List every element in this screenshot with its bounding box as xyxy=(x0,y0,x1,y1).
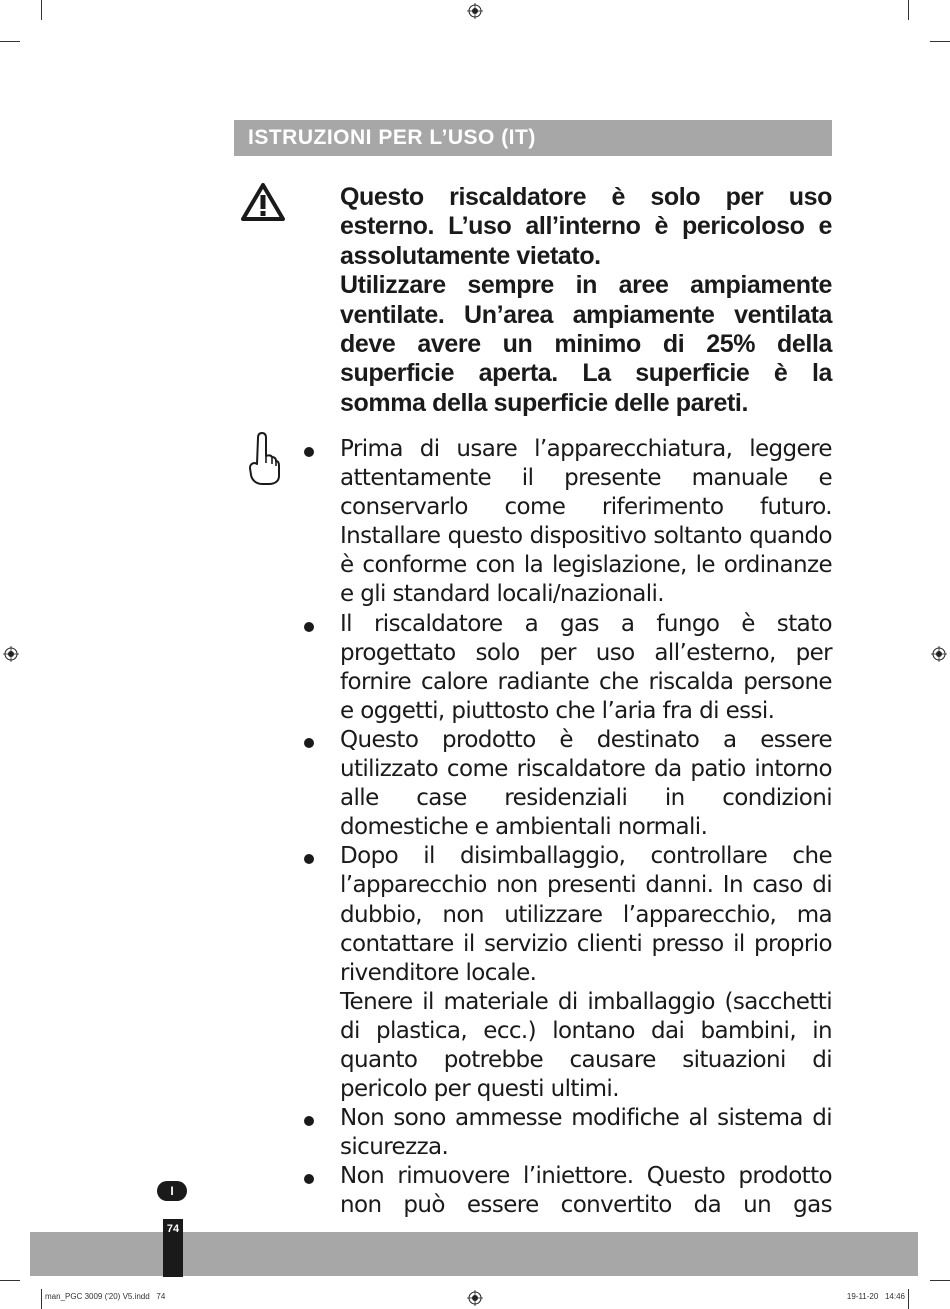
list-item-text: Prima di usare l’apparecchiatura, leggere attentamente il presente manuale e conservarlo come riferimento futuro. Installare questo dispositivo soltanto quando è conforme con la legislazione, le ordinanze e gli standard locali/nazionali. xyxy=(340,436,832,608)
list-item xyxy=(302,1162,832,1220)
bullet-dot xyxy=(304,622,314,632)
bullet-dot xyxy=(304,1116,314,1126)
crop-mark xyxy=(930,1280,950,1281)
crop-mark xyxy=(908,0,909,20)
crop-mark xyxy=(930,41,950,42)
pointing-hand-icon xyxy=(248,430,280,486)
bullet-dot xyxy=(304,738,314,748)
registration-mark-icon xyxy=(467,3,483,19)
warning-paragraph: Questo riscaldatore è solo per uso esterno. L’uso all’interno è pericoloso e assolutamente vietato. xyxy=(340,183,832,270)
crop-mark xyxy=(41,1289,42,1309)
list-item-text: Il riscaldatore a gas a fungo è stato progettato solo per uso all’esterno, per fornire calore radiante che riscalda persone e oggetti, piuttosto che l’aria fra di essi. xyxy=(340,610,832,724)
registration-mark-icon xyxy=(931,646,947,662)
print-slug-file: man_PGC 3009 ('20) V5.indd 74 xyxy=(45,1292,166,1301)
crop-mark xyxy=(908,1289,909,1309)
list-item-text: Questo prodotto è destinato a essere utilizzato come riscaldatore da patio intorno alle case residenziali in condizioni domestiche e ambientali normali. xyxy=(340,726,832,841)
warning-triangle-icon xyxy=(240,182,286,222)
warning-paragraph: Utilizzare sempre in aree ampiamente ventilate. Un’area ampiamente ventilata deve avere un minimo di 25% della superficie aperta. La superficie è la somma della superficie delle pareti. xyxy=(340,271,832,417)
list-item xyxy=(302,1104,832,1162)
bullet-dot xyxy=(304,854,314,864)
list-item-text: Non rimuovere l’iniettore. Questo prodotto non può essere convertito da un gas xyxy=(340,1163,832,1219)
crop-mark xyxy=(41,0,42,20)
list-item-text: Tenere il materiale di imballaggio (sacchetti di plastica, ecc.) lontano dai bambini, in quanto potrebbe causare situazioni di pericolo per questi ultimi. xyxy=(340,988,832,1103)
bullet-dot xyxy=(304,447,314,457)
list-item xyxy=(302,435,832,610)
registration-mark-icon xyxy=(467,1290,483,1306)
crop-mark xyxy=(0,41,20,42)
registration-mark-icon xyxy=(3,646,19,662)
list-item xyxy=(302,610,832,726)
page-number: 74 xyxy=(163,1219,183,1277)
section-header: ISTRUZIONI PER L’USO (IT) xyxy=(234,120,832,156)
warning-block xyxy=(340,183,832,418)
crop-mark xyxy=(0,1280,20,1281)
list-item xyxy=(302,842,832,1104)
list-item-text: Dopo il disimballaggio, controllare che l’apparecchio non presenti danni. In caso di dubbio, non utilizzare l’apparecchio, ma contattare il servizio clienti presso il proprio rivenditore locale. xyxy=(340,843,832,986)
print-slug-date: 19-11-20 14:46 xyxy=(846,1292,905,1301)
language-badge: I xyxy=(157,1181,187,1201)
bullet-dot xyxy=(304,1174,314,1184)
bullet-list xyxy=(302,435,832,1221)
list-item xyxy=(302,726,832,842)
list-item-text: Non sono ammesse modifiche al sistema di sicurezza. xyxy=(340,1105,832,1161)
